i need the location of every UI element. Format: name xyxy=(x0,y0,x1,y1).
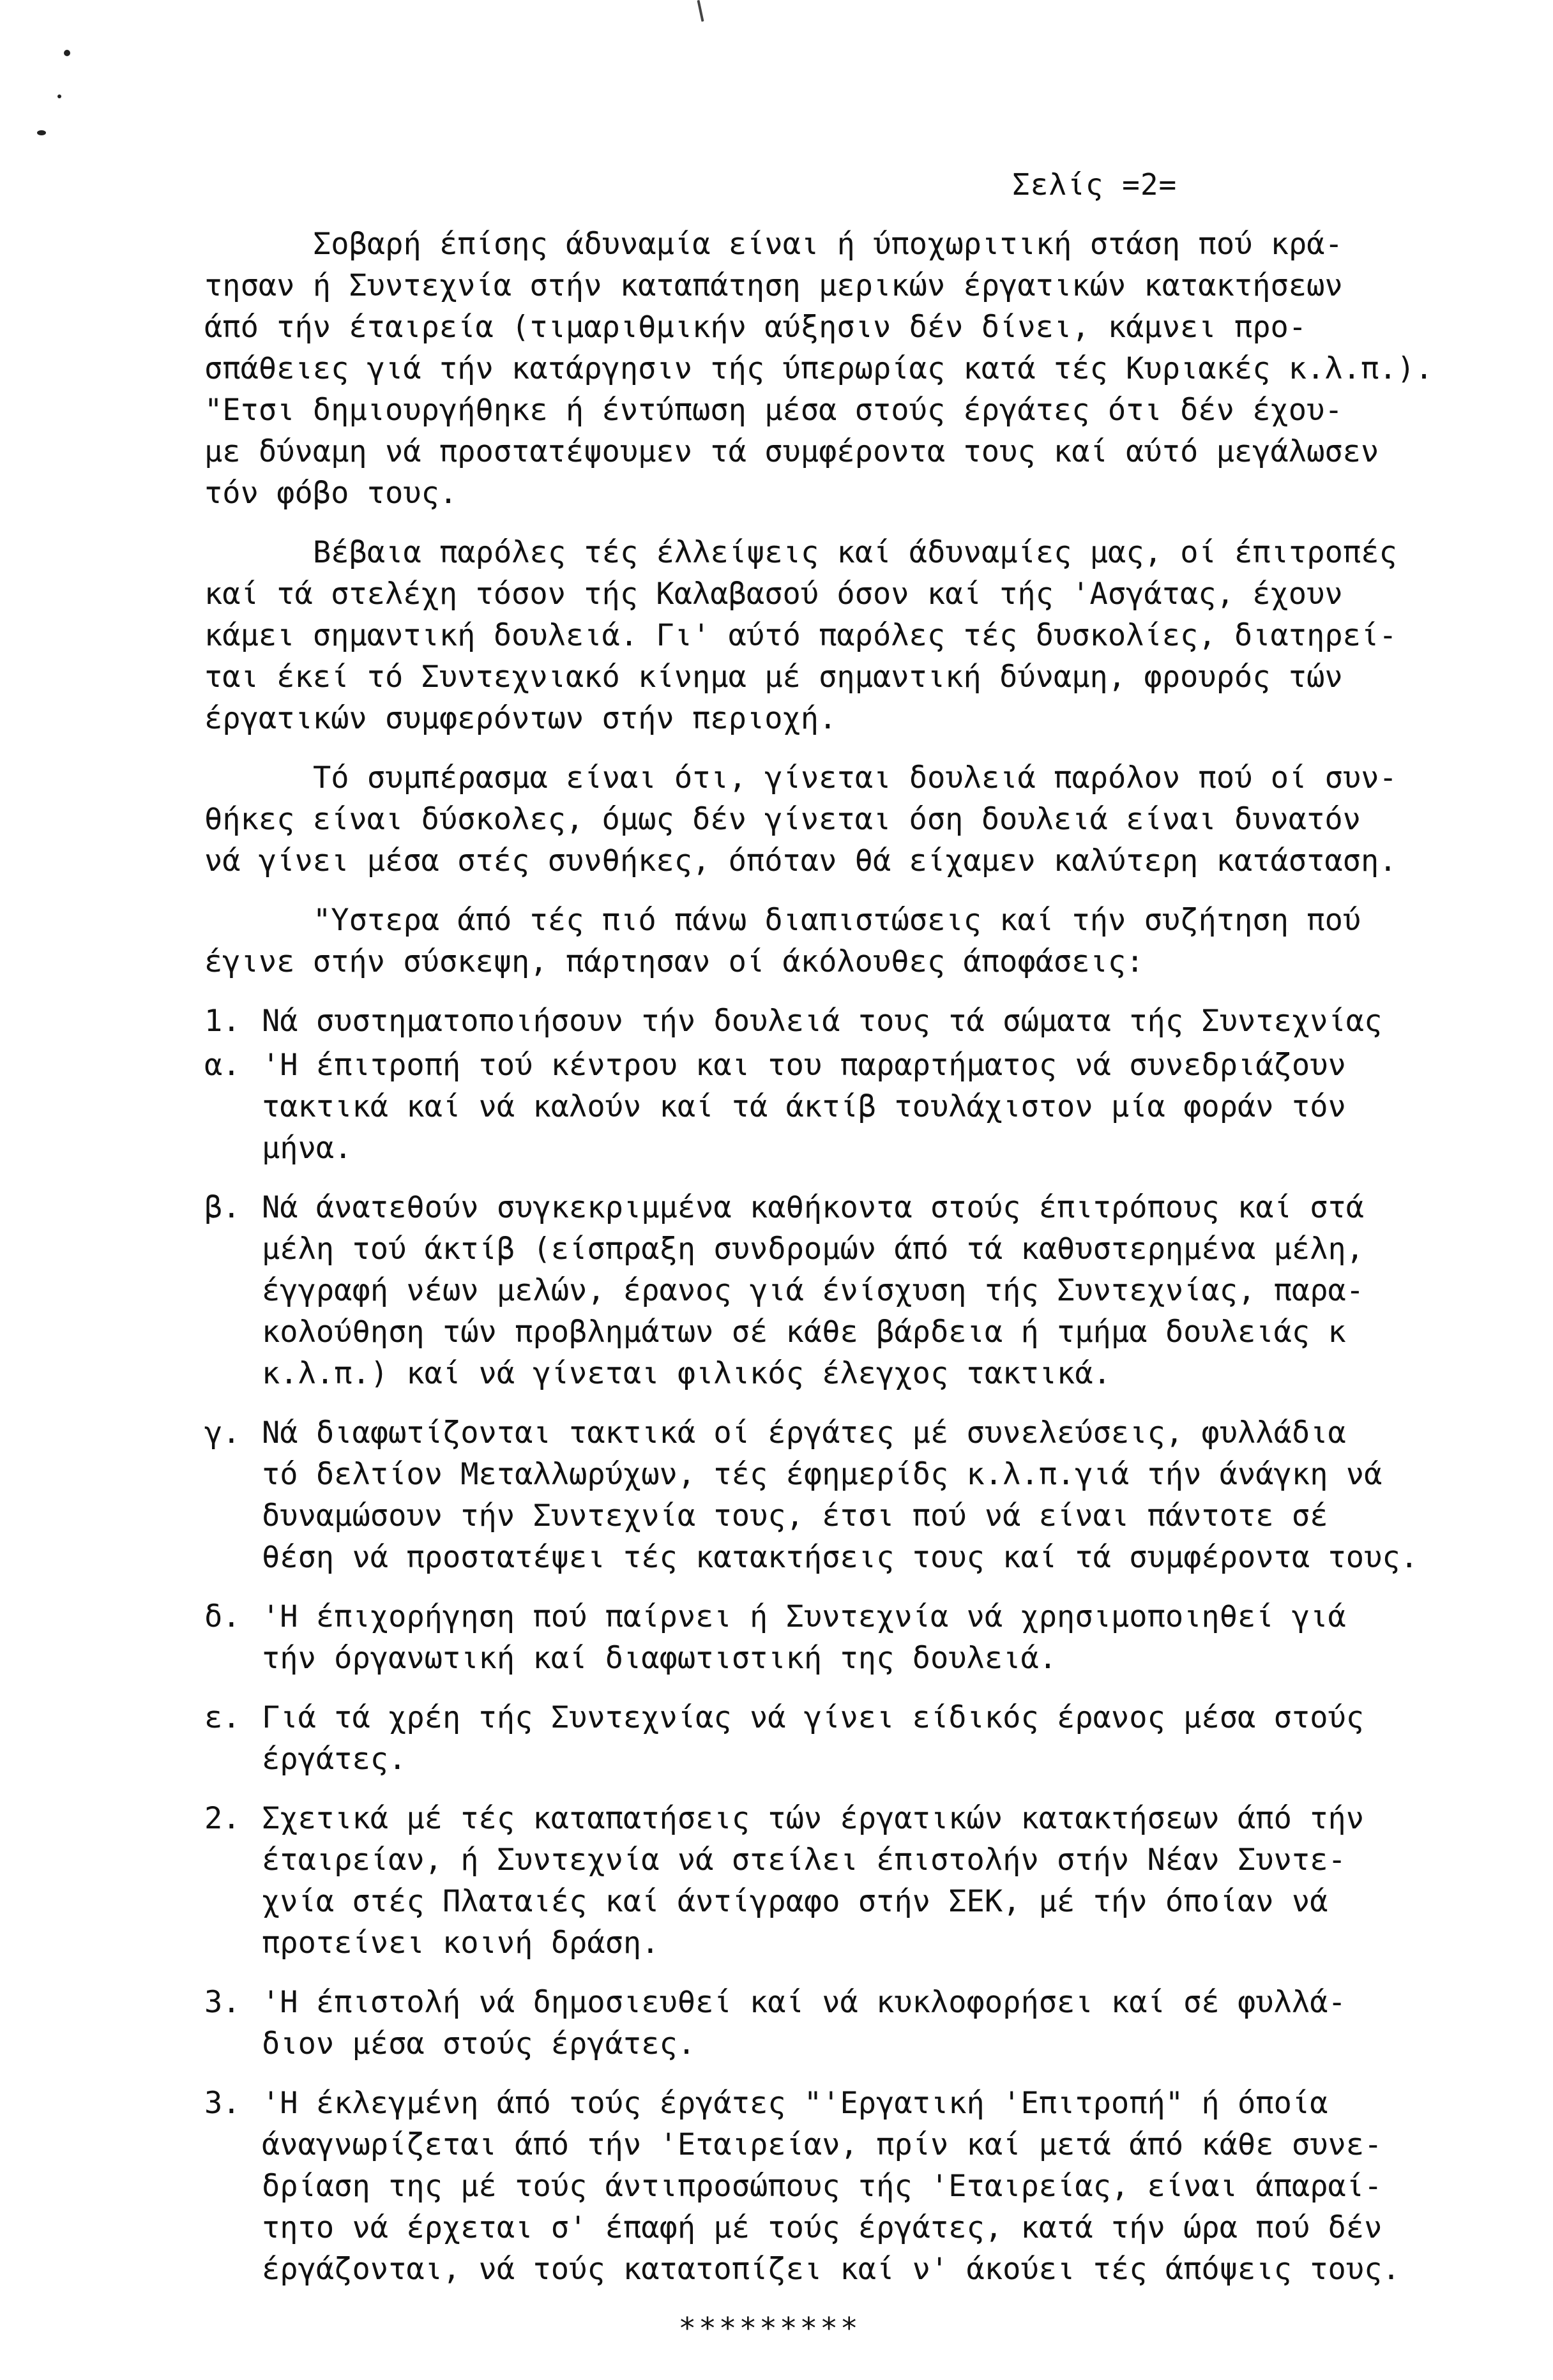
list-item xyxy=(204,1187,1526,1394)
list-item-label: δ. xyxy=(204,1599,241,1634)
scan-dot xyxy=(64,50,70,56)
list-item-text: Γιά τά χρέη τής Συντεχνίας νά γίνει είδικός έρανος μέσα στούς έργάτες. xyxy=(262,1700,1365,1777)
list-item-text: Νά άνατεθούν συγκεκριμμένα καθήκοντα στούς έπιτρόπους καί στά μέλη τού άκτίβ (είσπραξη συνδρομών άπό τά καθυστερημένα μέλη, έγγραφή νέων μελών, έρανος γιά ένίσχυση τής Συντεχνίας, παρα- κολούθηση τών προβλημάτων σέ κάθε βάρδεια ή τμήμα δουλειάς κ κ.λ.π.) καί νά γίνεται φιλικός έλεγχος τακτικά. xyxy=(262,1190,1365,1391)
list-item-label: β. xyxy=(204,1190,241,1225)
list-item-text: Σχετικά μέ τές καταπατήσεις τών έργατικών κατακτήσεων άπό τήν έταιρείαν, ή Συντεχνία νά στείλει έπιστολήν στήν Νέαν Συντε- χνία στές Πλαταιές καί άντίγραφο στήν ΣΕΚ, μέ τήν όποίαν νά προτείνει κοινή δράση. xyxy=(262,1801,1365,1961)
list-item xyxy=(204,1697,1526,1780)
list-item xyxy=(204,1982,1526,2065)
scan-mark-top xyxy=(697,0,704,22)
list-item-label: 2. xyxy=(204,1801,241,1836)
decisions-list xyxy=(204,1000,1526,2290)
list-item-text: 'Η έπιτροπή τού κέντρου και του παραρτήματος νά συνεδριάζουν τακτικά καί νά καλούν καί τά άκτίβ τουλάχιστον μία φοράν τόν μήνα. xyxy=(262,1048,1346,1166)
list-item xyxy=(204,1596,1526,1679)
paragraph: Βέβαια παρόλες τές έλλείψεις καί άδυναμίες μας, οί έπιτροπές καί τά στελέχη τόσον τής Καλαβασού όσον καί τής 'Ασγάτας, έχουν κάμει σημαντική δουλειά. Γι' αύτό παρόλες τές δυσκολίες, διατηρεί- ται έκεί τό Συντεχνιακό κίνημα μέ σημαντική δύναμη, φρουρός τών έργατικών συμφερόντων στήν περιοχή. xyxy=(204,535,1397,736)
paragraph: Τό συμπέρασμα είναι ότι, γίνεται δουλειά παρόλον πού οί συν- θήκες είναι δύσκολες, όμως δέν γίνεται όση δουλειά είναι δυνατόν νά γίνει μέσα στές συνθήκες, όπόταν θά είχαμεν καλύτερη κατάσταση. xyxy=(204,760,1397,878)
list-item xyxy=(204,2082,1526,2290)
list-item-label: γ. xyxy=(204,1415,241,1450)
document-body xyxy=(204,223,1526,2349)
paragraph: Σοβαρή έπίσης άδυναμία είναι ή ύποχωριτική στάση πού κρά- τησαν ή Συντεχνία στήν καταπάτηση μερικών έργατικών κατακτήσεων άπό τήν έταιρεία (τιμαριθμικήν αύξησιν δέν δίνει, κάμνει προ- σπάθειες γιά τήν κατάργησιν τής ύπερωρίας κατά τές Κυριακές κ.λ.π.). "Ετσι δημιουργήθηκε ή έντύπωση μέσα στούς έργάτες ότι δέν έχου- με δύναμη νά προστατέψουμεν τά συμφέροντα τους καί αύτό μεγάλωσεν τόν φόβο τους. xyxy=(204,227,1434,511)
list-item-label: 3. xyxy=(204,1985,241,2020)
list-item xyxy=(204,1000,1526,1042)
list-item xyxy=(204,1412,1526,1578)
list-item-label: ε. xyxy=(204,1700,241,1735)
list-item-label: 1. xyxy=(204,1004,241,1039)
list-item xyxy=(204,1044,1526,1169)
list-item-label: 3. xyxy=(204,2086,241,2121)
list-item-text: Νά συστηματοποιήσουν τήν δουλειά τους τά σώματα τής Συντεχνίας xyxy=(262,1004,1383,1039)
end-separator: ********* xyxy=(678,2311,861,2346)
paragraph: "Υστερα άπό τές πιό πάνω διαπιστώσεις καί τήν συζήτηση πού έγινε στήν σύσκεψη, πάρτησαν οί άκόλουθες άποφάσεις: xyxy=(204,903,1361,979)
scan-dot xyxy=(37,130,46,135)
list-item-text: Νά διαφωτίζονται τακτικά οί έργάτες μέ συνελεύσεις, φυλλάδια τό δελτίον Μεταλλωρύχων, τές έφημερίδς κ.λ.π.γιά τήν άνάγκη νά δυναμώσουν τήν Συντεχνία τους, έτσι πού νά είναι πάντοτε σέ θέση νά προστατέψει τές κατακτήσεις τους καί τά συμφέροντα τους. xyxy=(262,1415,1418,1575)
list-item xyxy=(204,1798,1526,1964)
scan-dot xyxy=(57,94,61,98)
page-number-header: Σελίς =2= xyxy=(1012,167,1178,202)
list-item-text: 'Η έκλεγμένη άπό τούς έργάτες "'Εργατική 'Επιτροπή" ή όποία άναγνωρίζεται άπό τήν 'Εταιρείαν, πρίν καί μετά άπό κάθε συνε- δρίαση της μέ τούς άντιπροσώπους τής 'Εταιρείας, είναι άπαραί- τητο νά έρχεται σ' έπαφή μέ τούς έργάτες, κατά τήν ώρα πού δέν έργάζονται, νά τούς κατατοπίζει καί ν' άκούει τές άπόψεις τους. xyxy=(262,2086,1400,2287)
list-item-text: 'Η έπιχορήγηση πού παίρνει ή Συντεχνία νά χρησιμοποιηθεί γιά τήν όργανωτική καί διαφωτιστική της δουλειά. xyxy=(262,1599,1346,1676)
list-item-label: α. xyxy=(204,1048,241,1083)
list-item-text: 'Η έπιστολή νά δημοσιευθεί καί νά κυκλοφορήσει καί σέ φυλλά- διον μέσα στούς έργάτες. xyxy=(262,1985,1346,2061)
